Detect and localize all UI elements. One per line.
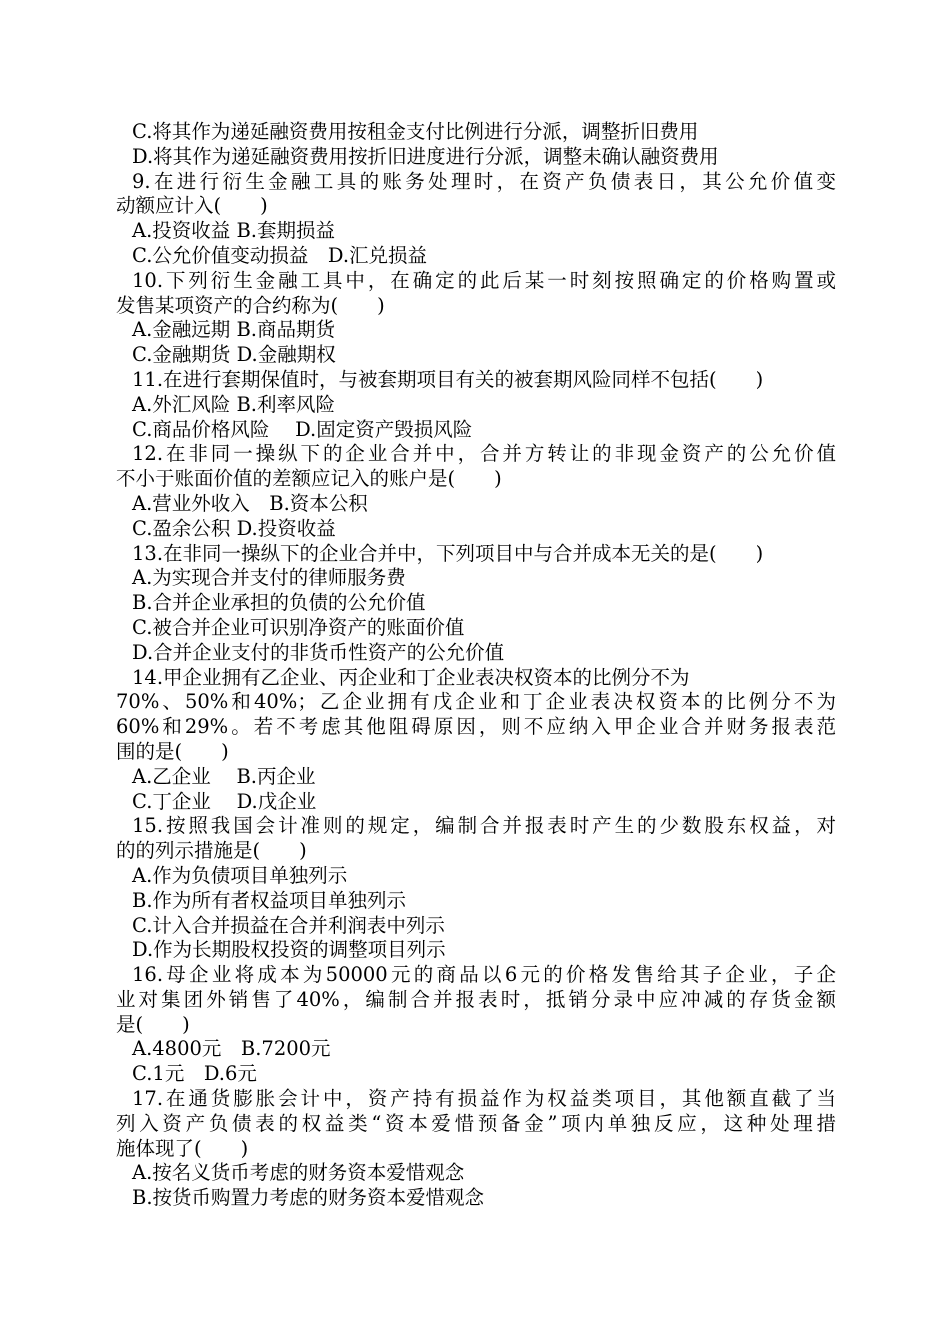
question-9: 9.在进行衍生金融工具的账务处理时，在资产负债表日，其公允价值变 (132, 169, 836, 193)
question-14: 14.甲企业拥有乙企业、丙企业和丁企业表决权资本的比例分不为 (132, 665, 690, 689)
options-ab: A.营业外收入 B.资本公积 (132, 491, 368, 515)
option-d: D.将其作为递延融资费用按折旧进度进行分派，调整未确认融资费用 (132, 144, 719, 168)
question-14-cont: 70%、50%和40%；乙企业拥有戊企业和丁企业表决权资本的比例分不为 (116, 690, 836, 714)
option-d: D.作为长期股权投资的调整项目列示 (132, 938, 446, 962)
question-17-cont: 施体现了( ) (116, 1136, 249, 1160)
question-14-cont: 围的是( ) (116, 739, 229, 763)
option-a: A.为实现合并支付的律师服务费 (132, 566, 406, 590)
option-c: C.将其作为递延融资费用按租金支付比例进行分派，调整折旧费用 (132, 120, 699, 143)
option-a: A.按名义货币考虑的财务资本爱惜观念 (132, 1161, 465, 1185)
option-a: A.作为负债项目单独列示 (132, 863, 348, 887)
question-16-cont: 是( ) (116, 1012, 190, 1036)
options-ab: A.投资收益 B.套期损益 (132, 219, 336, 243)
question-17: 17.在通货膨胀会计中，资产持有损益作为权益类项目，其他额直截了当 (132, 1087, 836, 1111)
options-cd: C.盈余公积 D.投资收益 (132, 516, 336, 540)
option-c: C.计入合并损益在合并利润表中列示 (132, 913, 445, 937)
options-cd: C.公允价值变动损益 D.汇兑损益 (132, 243, 428, 267)
options-ab: A.4800元 B.7200元 (132, 1037, 331, 1061)
question-10-cont: 发售某项资产的合约称为( ) (116, 293, 385, 317)
question-12-cont: 不小于账面价值的差额应记入的账户是( ) (116, 467, 502, 491)
question-11: 11.在进行套期保值时，与被套期项目有关的被套期风险同样不包括( ) (132, 367, 764, 391)
options-ab: A.乙企业 B.丙企业 (132, 764, 316, 788)
option-b: B.作为所有者权益项目单独列示 (132, 888, 407, 912)
question-17-cont: 列入资产负债表的权益类“资本爱惜预备金”项内单独反应，这种处理措 (116, 1111, 836, 1135)
question-16: 16.母企业将成本为50000元的商品以6元的价格发售给其子企业，子企 (132, 963, 836, 987)
question-15: 15.按照我国会计准则的规定，编制合并报表时产生的少数股东权益，对 (132, 814, 836, 838)
question-9-cont: 动额应计入( ) (116, 194, 268, 218)
options-ab: A.外汇风险 B.利率风险 (132, 392, 336, 416)
question-16-cont: 业对集团外销售了40%，编制合并报表时，抵销分录中应冲减的存货金额 (116, 987, 836, 1011)
option-b: B.按货币购置力考虑的财务资本爱惜观念 (132, 1186, 485, 1210)
option-c: C.被合并企业可识别净资产的账面价值 (132, 615, 465, 639)
option-d: D.合并企业支付的非货币性资产的公允价值 (132, 640, 505, 664)
question-13: 13.在非同一操纵下的企业合并中，下列项目中与合并成本无关的是( ) (132, 541, 764, 565)
options-cd: C.1元 D.6元 (132, 1062, 257, 1086)
options-cd: C.丁企业 D.戊企业 (132, 789, 317, 813)
options-ab: A.金融远期 B.商品期货 (132, 318, 336, 342)
options-cd: C.金融期货 D.金融期权 (132, 343, 336, 367)
question-12: 12.在非同一操纵下的企业合并中，合并方转让的非现金资产的公允价值 (132, 442, 836, 466)
options-cd: C.商品价格风险 D.固定资产毁损风险 (132, 417, 473, 441)
question-14-cont: 60%和29%。若不考虑其他阻碍原因，则不应纳入甲企业合并财务报表范 (116, 715, 836, 739)
exam-questions (116, 120, 836, 1211)
option-b: B.合并企业承担的负债的公允价值 (132, 591, 426, 615)
question-10: 10.下列衍生金融工具中，在确定的此后某一时刻按照确定的价格购置或 (132, 268, 836, 292)
question-15-cont: 的的列示措施是( ) (116, 839, 307, 863)
